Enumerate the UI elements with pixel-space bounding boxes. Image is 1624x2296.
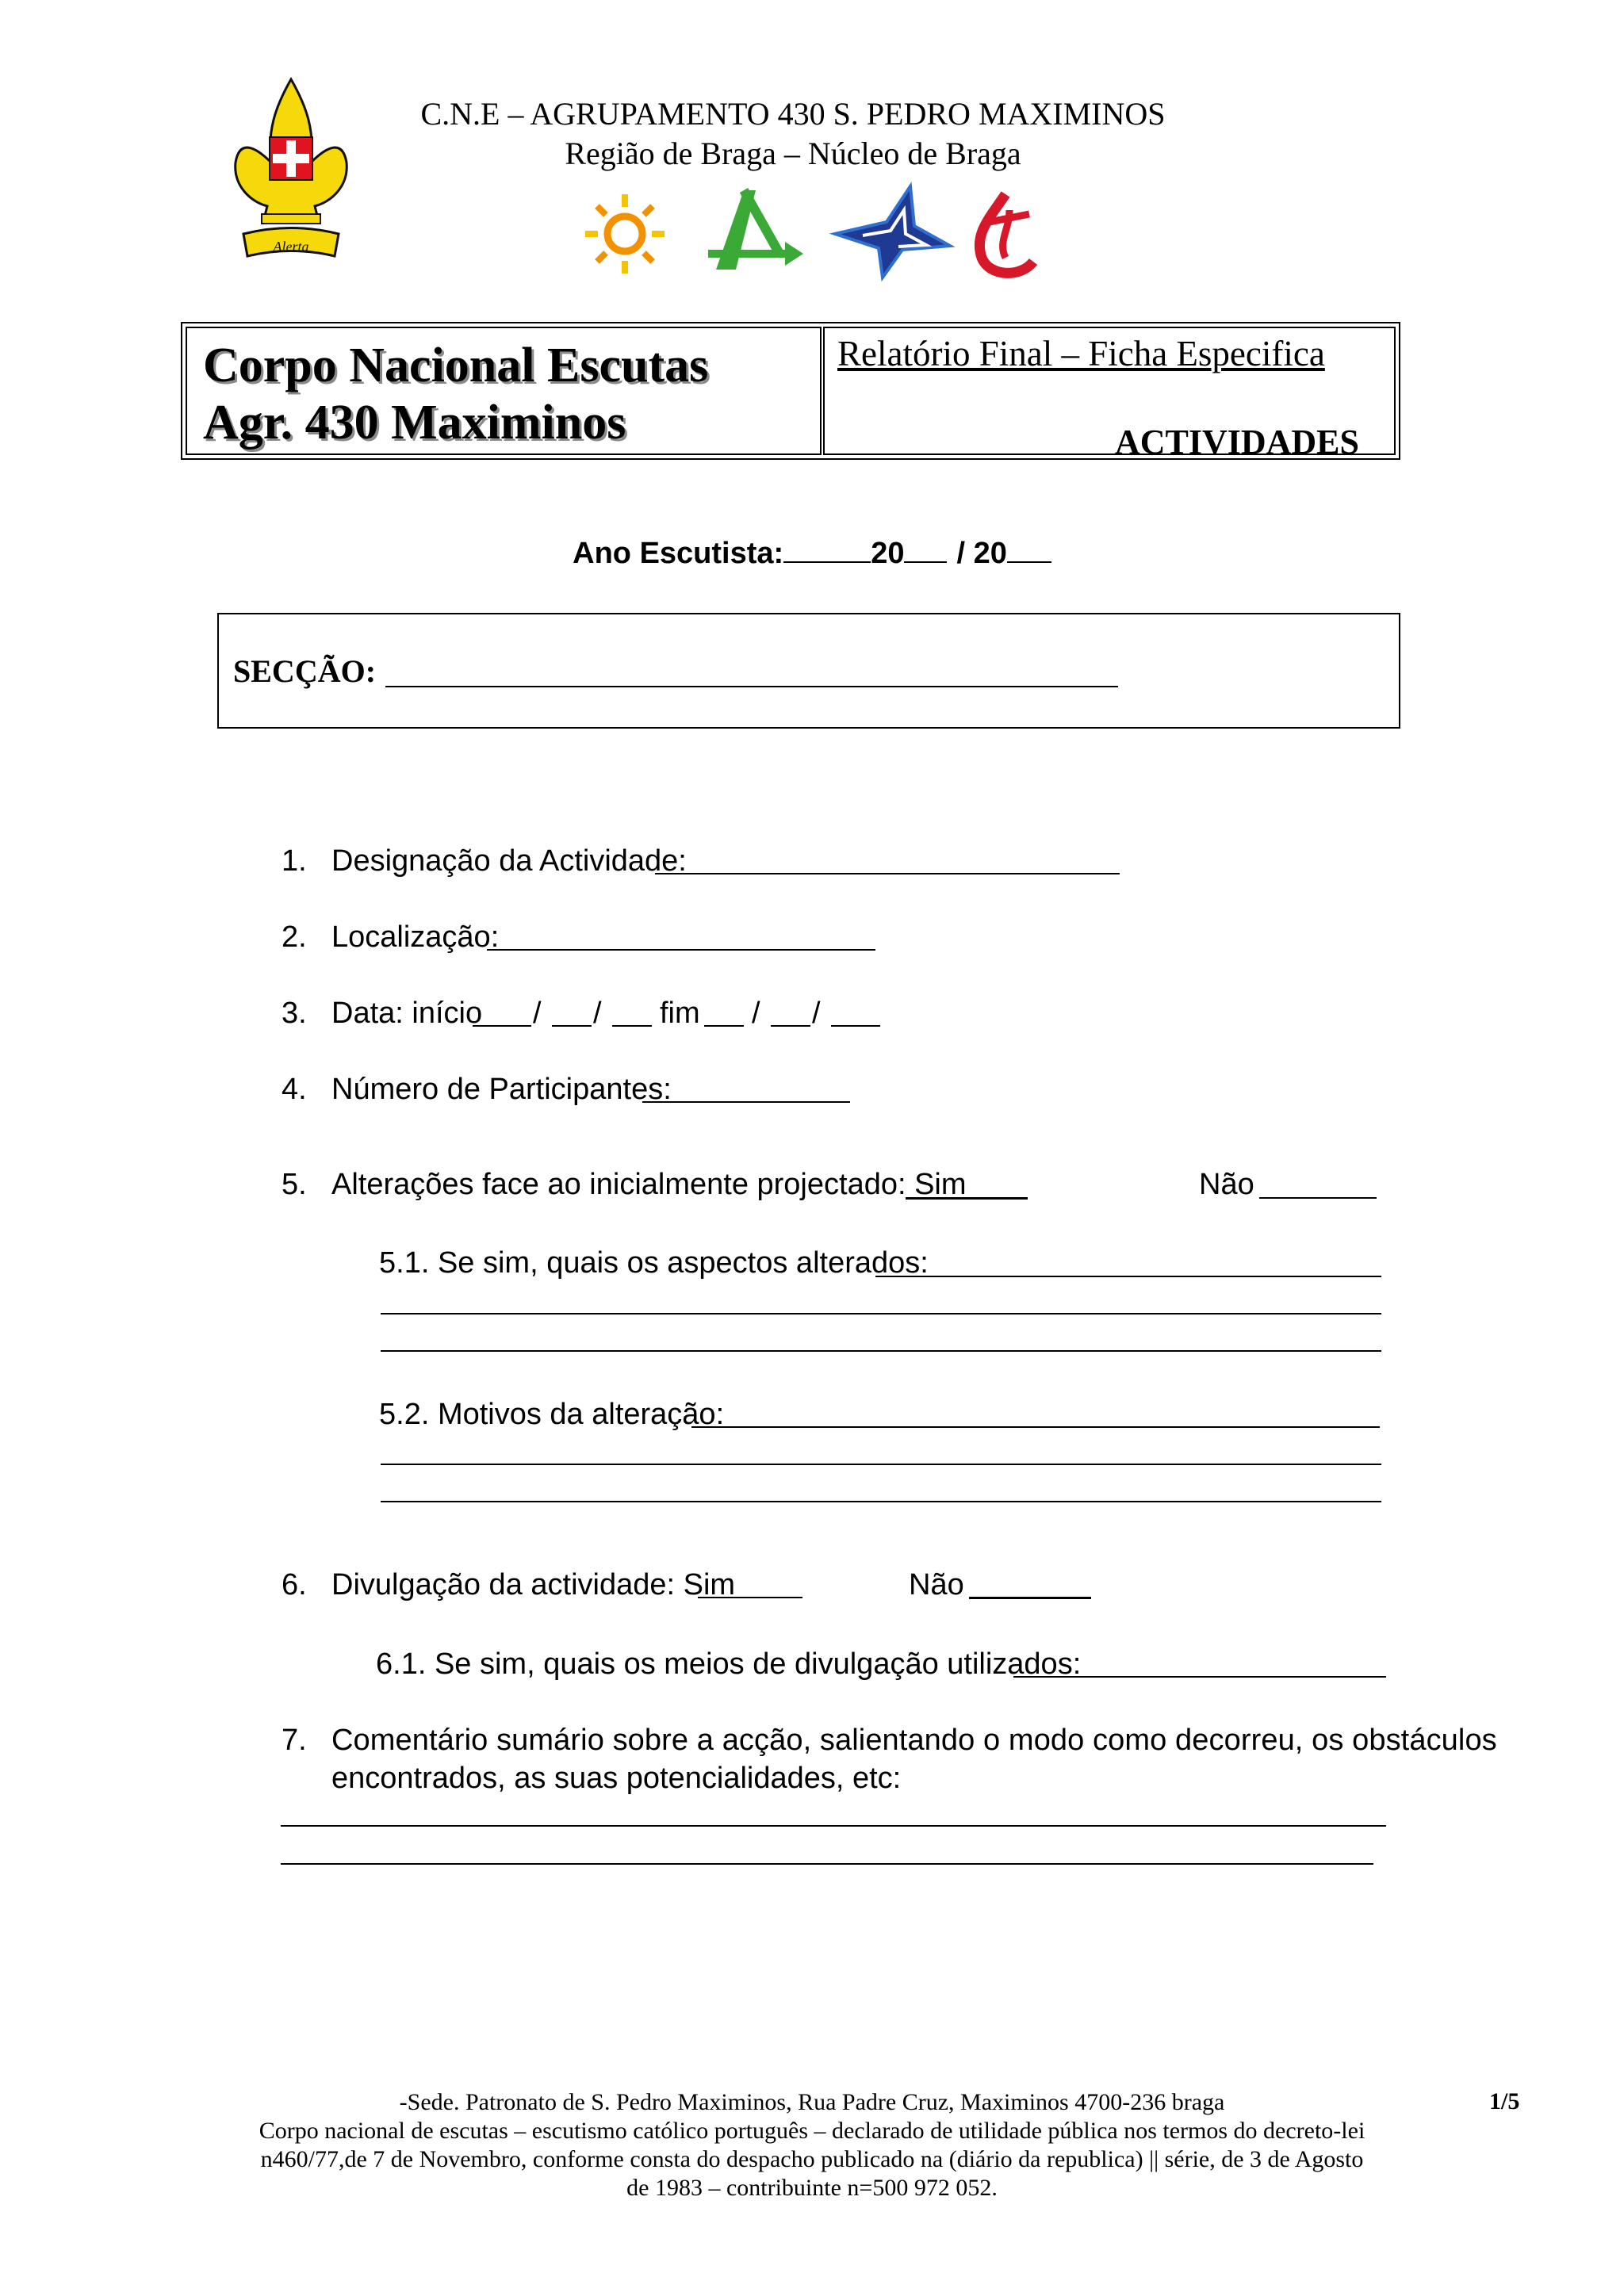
report-subtitle: ACTIVIDADES [1114,423,1359,461]
q7-input-line-1[interactable] [281,1825,1386,1827]
q3-slash-1: / [533,997,542,1030]
q3-start-day-line[interactable] [473,1025,531,1027]
organization-name: Corpo Nacional Escutas [203,339,709,392]
footer [159,2088,1465,2202]
q5-2-input-line-2[interactable] [381,1464,1381,1465]
group-name: Agr. 430 Maximinos [203,396,626,450]
ano-year-separator: / 20 [956,537,1007,570]
q5-1-input-line-1[interactable] [875,1276,1381,1277]
header-organization: C.N.E – AGRUPAMENTO 430 S. PEDRO MAXIMINOS [420,96,1166,132]
seccao-input-line[interactable] [385,686,1118,687]
q3-slash-2: / [593,997,602,1030]
q2-label: Localização: [331,920,500,954]
q3-label: Data: início [331,997,483,1030]
seccao-box [217,613,1400,729]
q6-1-label: 6.1. Se sim, quais os meios de divulgação utilizados: [376,1647,1082,1681]
report-title: Relatório Final – Ficha Especifica [837,334,1325,373]
ano-year-prefix: 20 [871,537,905,570]
header-region: Região de Braga – Núcleo de Braga [565,136,1021,171]
q6-sim-input-line[interactable] [698,1597,802,1598]
q2-input-line[interactable] [487,949,875,951]
q6-number: 6. [282,1568,307,1601]
q5-label: Alterações face ao inicialmente projectado: Sim [331,1168,967,1201]
q5-number: 5. [282,1168,307,1201]
star-icon [835,186,950,277]
q6-label: Divulgação da actividade: Sim [331,1568,736,1601]
ano-blank-3[interactable] [1007,561,1051,563]
q6-nao-label: Não [909,1568,964,1601]
q5-nao-label: Não [1199,1168,1254,1201]
q4-input-line[interactable] [642,1101,850,1103]
q5-sim-input-line[interactable] [906,1197,1028,1200]
q7-label-line-1: Comentário sumário sobre a acção, salientando o modo como decorreu, os obstáculos [331,1724,1497,1757]
q3-start-month-line[interactable] [552,1025,592,1027]
report-cell [823,327,1396,461]
q1-label: Designação da Actividade: [331,844,687,878]
q7-number: 7. [282,1724,307,1757]
q1-number: 1. [282,844,307,878]
q3-end-year-line[interactable] [831,1025,880,1027]
ano-blank-2[interactable] [904,561,947,563]
q7-input-line-2[interactable] [281,1863,1373,1865]
q3-start-year-line[interactable] [612,1025,652,1027]
q3-slash-3: / [752,997,760,1030]
footer-legal-line-3: de 1983 – contribuinte n=500 972 052. [626,2175,998,2201]
q3-slash-4: / [812,997,821,1030]
q6-1-input-line[interactable] [1013,1676,1386,1678]
ano-blank-1[interactable] [783,561,871,563]
title-table [181,322,1400,460]
q5-1-input-line-3[interactable] [381,1350,1381,1352]
q5-2-label: 5.2. Motivos da alteração: [379,1398,725,1431]
q2-number: 2. [282,920,307,954]
q5-2-input-line-1[interactable] [691,1426,1380,1428]
footer-address: -Sede. Patronato de S. Pedro Maximinos, Rua Padre Cruz, Maximinos 4700-236 braga [399,2089,1225,2115]
q3-end-day-line[interactable] [704,1025,744,1027]
section-icons [577,178,1053,281]
ano-escutista-label: Ano Escutista: [573,537,784,570]
ano-escutista [0,537,1624,571]
flame-icon [979,194,1033,273]
organization-cell [186,327,822,455]
logo-ribbon-text: Alerta [273,239,309,254]
q4-label: Número de Participantes: [331,1073,672,1106]
q5-nao-input-line[interactable] [1259,1197,1377,1199]
tent-arrow-icon [708,190,803,270]
q5-1-input-line-2[interactable] [381,1313,1381,1314]
q7-label-line-2: encontrados, as suas potencialidades, etc: [331,1762,902,1795]
q5-1-label: 5.1. Se sim, quais os aspectos alterados: [379,1246,929,1280]
page-number: 1/5 [1489,2088,1520,2114]
q4-number: 4. [282,1073,307,1106]
footer-legal-line-2: n460/77,de 7 de Novembro, conforme consta do despacho publicado na (diário da republica) || série, de 3 de Agosto [260,2146,1364,2172]
footer-legal-line-1: Corpo nacional de escutas – escutismo católico português – declarado de utilidade pública nos termos do decreto-lei [259,2118,1365,2144]
q3-number: 3. [282,997,307,1030]
q3-end-month-line[interactable] [771,1025,810,1027]
q5-2-input-line-3[interactable] [381,1501,1381,1502]
seccao-label: SECÇÃO: [233,653,377,689]
q6-nao-input-line[interactable] [969,1597,1091,1599]
q3-fim-label: fim [660,997,700,1030]
sun-icon [585,194,665,274]
q1-input-line[interactable] [655,873,1120,874]
